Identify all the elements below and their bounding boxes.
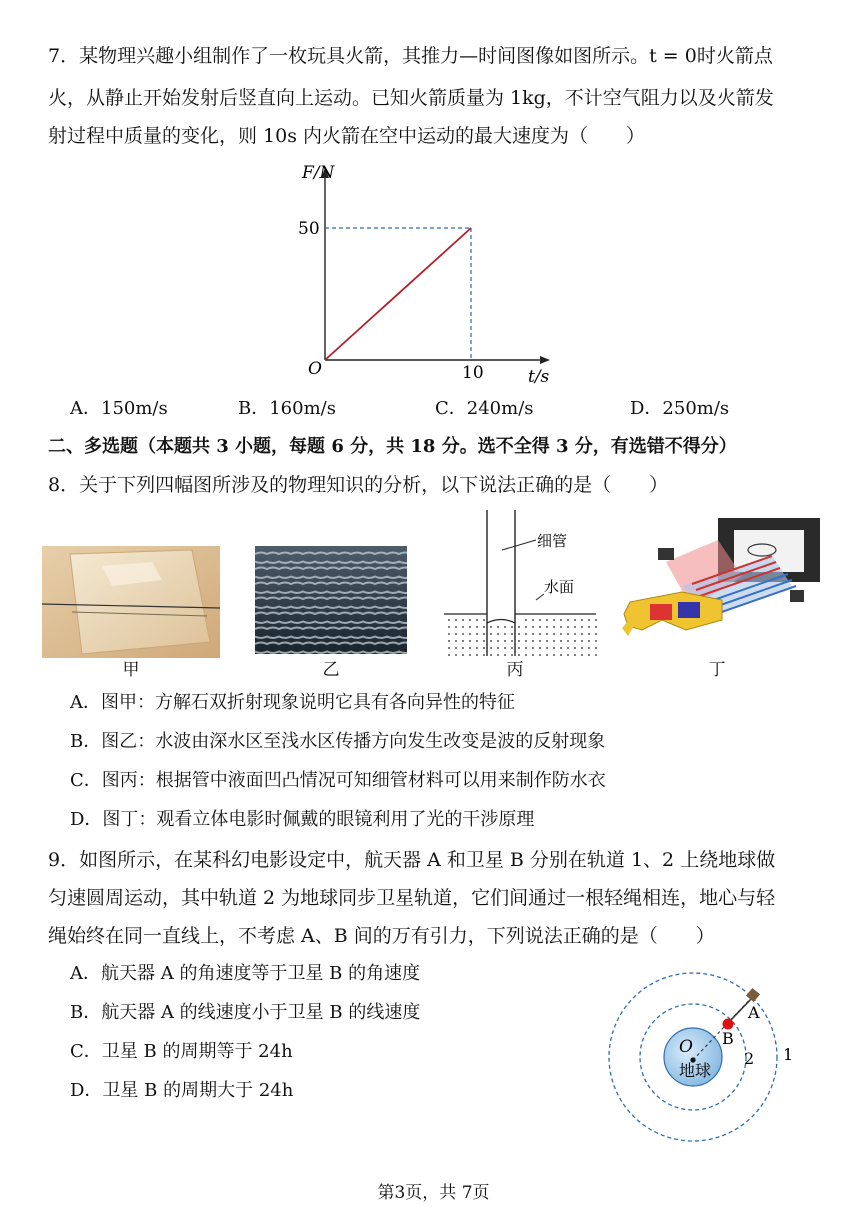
water-dot	[476, 654, 478, 656]
water-dot	[469, 647, 471, 649]
water-dot	[483, 619, 485, 621]
water-dot	[588, 633, 590, 635]
water-dot	[546, 647, 548, 649]
water-dot	[448, 626, 450, 628]
q7-line-2: 火，从静止开始发射后竖直向上运动。已知火箭质量为 1kg，不计空气阻力以及火箭发	[48, 87, 774, 109]
water-dot	[581, 626, 583, 628]
water-dot	[560, 647, 562, 649]
water-dot	[588, 626, 590, 628]
label-a: A	[748, 1003, 760, 1022]
water-dot	[532, 633, 534, 635]
water-dot	[490, 654, 492, 656]
q9-option-d: D．卫星 B 的周期大于 24h	[70, 1080, 294, 1101]
water-dot	[546, 619, 548, 621]
water-dot	[448, 647, 450, 649]
water-dot	[455, 619, 457, 621]
label-b: B	[722, 1029, 734, 1048]
water-dot	[462, 626, 464, 628]
water-dot	[560, 654, 562, 656]
water-dot	[567, 633, 569, 635]
water-dot	[490, 647, 492, 649]
x-tick-label: 10	[462, 363, 484, 383]
water-dot	[511, 647, 513, 649]
water-dot	[581, 647, 583, 649]
q7-line-1: 7．某物理兴趣小组制作了一枚玩具火箭，其推力—时间图像如图所示。t = 0时火箭点	[48, 45, 773, 67]
water-dot	[448, 654, 450, 656]
q9-option-b: B．航天器 A 的线速度小于卫星 B 的线速度	[70, 1002, 421, 1023]
origin-label: O	[308, 359, 322, 379]
water-dot	[497, 647, 499, 649]
water-dot	[448, 640, 450, 642]
water-dot	[497, 654, 499, 656]
water-dot	[532, 619, 534, 621]
water-dot	[567, 640, 569, 642]
water-dot	[518, 633, 520, 635]
water-dot	[483, 633, 485, 635]
water-dot	[483, 626, 485, 628]
water-dot	[574, 633, 576, 635]
water-dot	[462, 633, 464, 635]
q8-option-d: D．图丁：观看立体电影时佩戴的眼镜利用了光的干涉原理	[70, 809, 535, 830]
water-dot	[469, 633, 471, 635]
water-dot	[553, 633, 555, 635]
water-dot	[567, 654, 569, 656]
calcite-crystal-photo	[42, 546, 220, 658]
water-dot	[476, 633, 478, 635]
water-dot	[581, 633, 583, 635]
water-dot	[483, 647, 485, 649]
water-dot	[504, 626, 506, 628]
water-dot	[595, 619, 597, 621]
page-footer: 第3页，共 7页	[377, 1183, 490, 1203]
water-dot	[497, 626, 499, 628]
y-tick-label: 50	[298, 219, 320, 239]
water-dot	[595, 626, 597, 628]
water-dot	[476, 640, 478, 642]
water-dot	[588, 619, 590, 621]
water-dot	[539, 654, 541, 656]
water-dot	[462, 654, 464, 656]
section2-heading: 二、多选题（本题共 3 小题，每题 6 分，共 18 分。选不全得 3 分，有选错不得分）	[48, 436, 737, 457]
caption-jia: 甲	[122, 660, 140, 680]
water-dot	[560, 619, 562, 621]
water-dot	[469, 626, 471, 628]
water-dot	[476, 647, 478, 649]
water-dot	[581, 619, 583, 621]
water-dot	[588, 640, 590, 642]
water-dot	[525, 626, 527, 628]
q8-option-b: B．图乙：水波由深水区至浅水区传播方向发生改变是波的反射现象	[70, 731, 606, 752]
water-dot	[525, 654, 527, 656]
water-dot	[595, 640, 597, 642]
q7-option-d: D．250m/s	[630, 398, 730, 419]
water-dot	[518, 626, 520, 628]
x-axis-label: t/s	[528, 367, 550, 387]
water-dot	[469, 640, 471, 642]
water-dot	[504, 640, 506, 642]
water-dot	[532, 640, 534, 642]
water-dot	[567, 619, 569, 621]
water-dot	[574, 640, 576, 642]
water-dot	[448, 633, 450, 635]
water-dot	[504, 647, 506, 649]
water-dot	[462, 619, 464, 621]
q9-option-c: C．卫星 B 的周期等于 24h	[70, 1041, 293, 1062]
water-dot	[511, 633, 513, 635]
water-dot	[581, 640, 583, 642]
caption-yi: 乙	[322, 660, 340, 680]
water-dot	[595, 633, 597, 635]
water-dot	[490, 626, 492, 628]
water-dot	[553, 647, 555, 649]
force-line	[325, 228, 471, 360]
water-dot	[476, 626, 478, 628]
q9-line-2: 匀速圆周运动，其中轨道 2 为地球同步卫星轨道，它们间通过一根轻绳相连，地心与轻	[48, 887, 776, 909]
water-dot	[553, 626, 555, 628]
water-dot	[455, 626, 457, 628]
water-dot	[560, 640, 562, 642]
water-dot	[553, 619, 555, 621]
water-dot	[518, 640, 520, 642]
water-dot	[469, 619, 471, 621]
caption-bing: 丙	[506, 660, 524, 680]
water-dot	[574, 619, 576, 621]
water-dot	[574, 654, 576, 656]
water-dot	[455, 640, 457, 642]
water-dot	[455, 654, 457, 656]
water-dot	[546, 640, 548, 642]
water-waves-photo	[255, 546, 407, 654]
water-dot	[448, 619, 450, 621]
q8-stem: 8．关于下列四幅图所涉及的物理知识的分析，以下说法正确的是（ ）	[48, 474, 669, 496]
x-axis-arrow	[540, 356, 550, 364]
water-dot	[546, 654, 548, 656]
3d-glasses-figure	[622, 516, 822, 656]
water-dot	[504, 654, 506, 656]
orbit-2-label: 2	[744, 1049, 755, 1068]
water-dot	[497, 640, 499, 642]
water-dot	[525, 633, 527, 635]
water-dot	[455, 633, 457, 635]
water-dot	[462, 647, 464, 649]
water-dot	[518, 654, 520, 656]
water-dot	[532, 654, 534, 656]
q9-line-1: 9．如图所示，在某科幻电影设定中，航天器 A 和卫星 B 分别在轨道 1、2 上绕地球做	[48, 849, 776, 871]
water-dot	[483, 640, 485, 642]
water-dot	[455, 647, 457, 649]
water-dot	[595, 654, 597, 656]
water-dot	[567, 626, 569, 628]
q8-option-c: C．图丙：根据管中液面凹凸情况可知细管材料可以用来制作防水衣	[70, 770, 606, 791]
water-surface-label: 水面	[544, 578, 575, 596]
water-dot	[588, 647, 590, 649]
water-dot	[525, 640, 527, 642]
water-dot	[511, 626, 513, 628]
water-dot	[497, 633, 499, 635]
water-dot	[574, 626, 576, 628]
earth-label: 地球	[679, 1061, 712, 1080]
water-dot	[490, 633, 492, 635]
water-dot	[588, 654, 590, 656]
tube-label: 细管	[537, 532, 568, 550]
water-dot	[539, 647, 541, 649]
water-dot	[595, 647, 597, 649]
water-dot	[518, 647, 520, 649]
water-dot	[504, 633, 506, 635]
orbit-1-label: 1	[783, 1045, 794, 1064]
force-time-chart	[290, 158, 560, 390]
water-dot	[525, 619, 527, 621]
water-dot	[546, 633, 548, 635]
q7-option-b: B．160m/s	[238, 398, 336, 419]
water-dot	[581, 654, 583, 656]
water-dot	[511, 654, 513, 656]
q9-line-3: 绳始终在同一直线上，不考虑 A、B 间的万有引力，下列说法正确的是（ ）	[48, 925, 715, 947]
water-dot	[511, 640, 513, 642]
orbit-figure	[606, 952, 812, 1142]
water-dot	[553, 654, 555, 656]
q7-line-3: 射过程中质量的变化，则 10s 内火箭在空中运动的最大速度为（ ）	[48, 125, 646, 147]
water-dot	[567, 647, 569, 649]
water-dot	[574, 647, 576, 649]
water-dot	[546, 626, 548, 628]
water-dot	[490, 640, 492, 642]
satellite-b	[723, 1019, 734, 1030]
water-dot	[560, 633, 562, 635]
water-dot	[560, 626, 562, 628]
q8-option-a: A．图甲：方解石双折射现象说明它具有各向异性的特征	[70, 692, 515, 713]
water-dot	[469, 654, 471, 656]
water-dot	[539, 619, 541, 621]
water-dot	[525, 647, 527, 649]
water-dot	[532, 647, 534, 649]
capillary-tube-figure	[440, 510, 600, 656]
water-dot	[539, 640, 541, 642]
q9-option-a: A．航天器 A 的角速度等于卫星 B 的角速度	[70, 963, 421, 984]
earth-center-label: O	[679, 1037, 693, 1057]
water-dot	[532, 626, 534, 628]
water-dot	[539, 626, 541, 628]
y-axis-label: F/N	[302, 163, 335, 183]
caption-ding: 丁	[708, 660, 726, 680]
water-dot	[553, 640, 555, 642]
water-dot	[539, 633, 541, 635]
spacecraft-a	[746, 988, 760, 1002]
water-dot	[483, 654, 485, 656]
water-dot	[476, 619, 478, 621]
q7-option-a: A．150m/s	[70, 398, 168, 419]
q7-option-c: C．240m/s	[435, 398, 534, 419]
water-dot	[462, 640, 464, 642]
